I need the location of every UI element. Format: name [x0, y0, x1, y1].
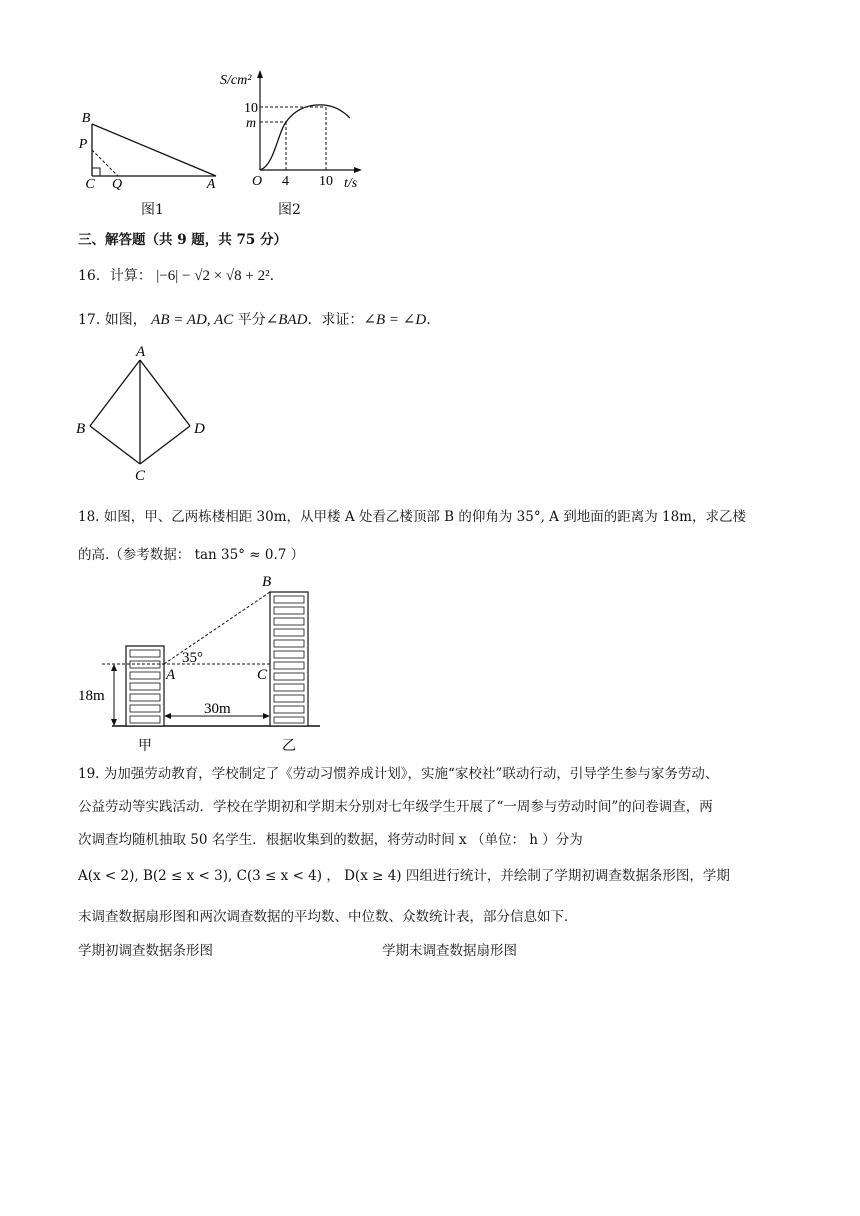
q19-line-4: A(x < 2), B(2 ≤ x < 3), C(3 ≤ x < 4) ， D(x ≥ 4) 四组进行统计，并绘制了学期初调查数据条形图，学期 — [78, 868, 730, 884]
q17-text-d: . — [426, 312, 431, 328]
q18-figure — [74, 572, 324, 758]
q18-label-a: A — [166, 667, 176, 683]
q16-end: . — [269, 268, 275, 284]
q18-angle: 35° — [182, 650, 203, 666]
fig2-y-tick-10: 10 — [244, 101, 258, 116]
q19-line-1: 19. 为加强劳动教育，学校制定了《劳动习惯养成计划》，实施“家校社”联动行动，引导学生参与家务劳动、 — [78, 766, 719, 782]
q17-text-c: ．求证： — [307, 312, 364, 328]
q18-label-c: C — [257, 667, 268, 683]
q18-label-jia: 甲 — [138, 739, 152, 754]
q16-lead: 计算： — [109, 268, 152, 284]
q18-distance: 30m — [204, 701, 231, 717]
fig1-label-b: B — [81, 111, 91, 126]
fig1-label-q: Q — [111, 177, 123, 192]
q17-label-a: A — [136, 344, 146, 360]
fig2-y-axis-label: S/cm² — [220, 73, 252, 88]
fig2-y-tick-m: m — [246, 116, 257, 131]
fig2-x-tick-4: 4 — [282, 174, 289, 189]
q19-line-5: 末调查数据扇形图和两次调查数据的平均数、中位数、众数统计表，部分信息如下． — [78, 909, 578, 925]
q18-height: 18m — [78, 688, 105, 704]
fig1-label-c: C — [85, 177, 95, 192]
figure-2 — [220, 66, 370, 192]
q17-text-a: 17. 如图， — [78, 312, 147, 328]
q18-line-1: 18. 如图，甲、乙两栋楼相距 30m，从甲楼 A 处看乙楼顶部 B 的仰角为 35°, A 到地面的距离为 18m，求乙楼 — [78, 509, 746, 525]
q18-label-b: B — [262, 574, 272, 590]
q17-math-a: AB = AD, AC — [151, 312, 234, 328]
q19-caption-bar-chart: 学期初调查数据条形图 — [78, 943, 213, 959]
q17-figure — [72, 342, 222, 492]
fig2-caption: 图2 — [278, 202, 301, 218]
q19-line-2: 公益劳动等实践活动．学校在学期初和学期末分别对七年级学生开展了“一周参与劳动时间”的问卷调查，两 — [78, 799, 713, 815]
fig1-label-p: P — [78, 137, 88, 152]
fig2-x-tick-10: 10 — [319, 174, 333, 189]
q17-label-c: C — [135, 468, 146, 484]
q17-math-c: ∠B = ∠D — [363, 312, 427, 328]
q17-label-d: D — [194, 421, 205, 437]
q17-text-b: 平分 — [233, 312, 266, 328]
figure-1 — [70, 110, 230, 190]
question-17 — [78, 310, 431, 330]
q17-math-b: ∠BAD — [265, 312, 308, 328]
q19-line-3: 次调查均随机抽取 50 名学生．根据收集到的数据，将劳动时间 x （单位： h ）分为 — [78, 832, 583, 848]
q16-number: 16． — [78, 268, 110, 284]
question-16 — [78, 266, 274, 286]
q18-line-2: 的高.（参考数据： tan 35° ≈ 0.7 ） — [78, 547, 305, 563]
fig1-caption: 图1 — [141, 202, 164, 218]
q19-caption-pie-chart: 学期末调查数据扇形图 — [382, 943, 517, 959]
section-title: 三、解答题（共 9 题，共 75 分） — [78, 232, 287, 248]
fig2-x-axis-label: t/s — [344, 176, 358, 191]
fig1-label-a: A — [206, 177, 216, 192]
q16-expression: |−6| − √2 × √8 + 2² — [156, 268, 270, 284]
q17-label-b: B — [76, 421, 86, 437]
fig2-origin: O — [252, 174, 263, 189]
q18-label-yi: 乙 — [282, 739, 296, 754]
